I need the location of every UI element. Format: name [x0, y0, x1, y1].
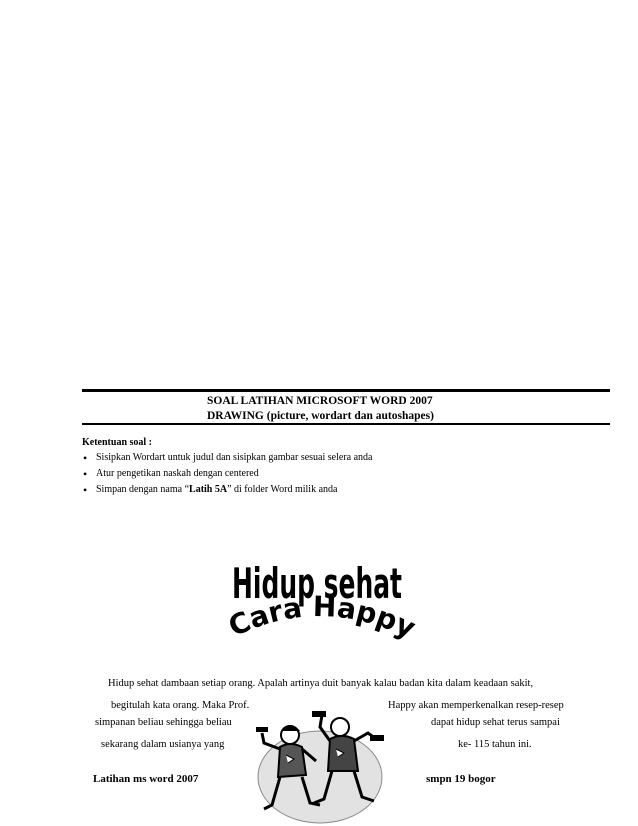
body-line: Hidup sehat dambaan setiap orang. Apalah artinya duit banyak kalau badan kita dalam keadaan sakit, — [108, 678, 534, 689]
body-line: simpanan beliau sehingga beliau — [95, 717, 232, 728]
wordart-line-2-path: Cara Happy — [223, 589, 421, 645]
save-prefix: Simpan dengan nama “ — [96, 484, 190, 495]
exercise-clipart — [250, 705, 390, 826]
body-line: begitulah kata orang. Maka Prof. — [111, 700, 250, 711]
save-filename: Latih 5A — [189, 484, 228, 495]
footer-left: Latihan ms word 2007 — [93, 773, 199, 785]
header-bottom-rule — [82, 423, 610, 425]
header-top-rule — [82, 389, 610, 392]
page-subtitle: DRAWING (picture, wordart dan autoshapes) — [207, 410, 434, 422]
body-line: ke- 115 tahun ini. — [458, 739, 532, 750]
requirement-item: • Sisipkan Wordart untuk judul dan sisipkan gambar sesuai selera anda — [82, 450, 372, 466]
body-line: sekarang dalam usianya yang — [101, 739, 225, 750]
requirements-list — [82, 450, 372, 498]
body-line: dapat hidup sehat terus sampai — [431, 717, 560, 728]
footer-right: smpn 19 bogor — [426, 773, 496, 785]
requirements-title: Ketentuan soal : — [82, 437, 152, 448]
wordart-line-1: Hidup sehat — [232, 559, 402, 609]
page-title: SOAL LATIHAN MICROSOFT WORD 2007 — [207, 395, 433, 407]
body-line: Happy akan memperkenalkan resep-resep — [388, 700, 564, 711]
requirement-item: • Atur pengetikan naskah dengan centered — [82, 466, 372, 482]
requirement-item — [82, 482, 372, 498]
wordart-title — [220, 552, 440, 652]
save-suffix: ” di folder Word milik anda — [227, 484, 338, 495]
